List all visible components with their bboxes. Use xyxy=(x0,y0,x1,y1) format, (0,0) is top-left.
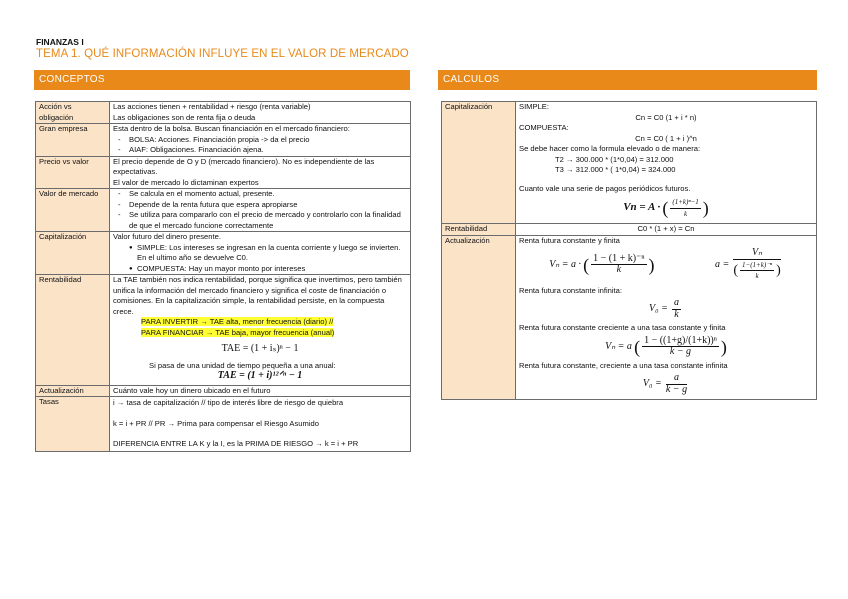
table-row xyxy=(36,385,411,397)
conceptos-table xyxy=(35,101,411,452)
text-line: Cuanto vale una serie de pagos periódicos futuros. xyxy=(519,183,691,193)
highlight-invertir: PARA INVERTIR → TAE alta, menor frecuencia (diario) // xyxy=(141,317,334,326)
formula-renta-finita: Vₙ = a · ( $\frac{\text{1 − (1 + k)⁻ⁿ}}{k}$ ) a = Vₙ ( $\frac{\text{1−(1+k)⁻ⁿ}}{k}$ ) xyxy=(549,247,781,280)
term-cell: Precio vs valor xyxy=(36,156,110,189)
text-line: El valor de mercado lo dictaminan expertos xyxy=(113,177,259,187)
conceptos-header: CONCEPTOS xyxy=(34,70,410,90)
text-line: La TAE también nos indica rentabilidad, porque significa que invertimos, pero también unifica la información del mercado financiero y significa el coste de financiación o comisiones. En la capitalización simple, la rentabilidad persiste, en la compuesta crece. xyxy=(113,275,402,316)
table-row xyxy=(36,189,411,232)
definition-cell: C0 * (1 + x) = Cn xyxy=(516,224,817,236)
definition-cell xyxy=(110,232,411,275)
term-cell: Acción vs obligación xyxy=(36,102,110,124)
list-item: - BOLSA: Acciones. Financiación propia -> da el precio xyxy=(113,135,407,146)
table-row xyxy=(442,102,817,224)
list-item: - Se utiliza para compararlo con el precio de mercado y controlarlo con la finalidad de que el mercado funcione correctamente xyxy=(113,210,407,231)
text-line: Renta futura constante, creciente a una tasa constante infinita xyxy=(519,360,728,370)
definition-cell xyxy=(110,275,411,386)
table-row xyxy=(36,232,411,275)
term-cell: Actualización xyxy=(442,235,516,400)
term-cell: Capitalización xyxy=(442,102,516,224)
text-line: DIFERENCIA ENTRE LA K y la I, es la PRIMA DE RIESGO → k = i + PR xyxy=(113,439,359,448)
table-row xyxy=(442,224,817,236)
formula-creciente-finita: Vₙ = a ( $\frac{\text{1 − ((1+g)/(1+k))ⁿ}}{k - g}$ ) xyxy=(605,334,727,357)
term-cell: Rentabilidad xyxy=(36,275,110,386)
term-cell: Rentabilidad xyxy=(442,224,516,236)
table-row xyxy=(36,124,411,157)
table-row xyxy=(36,156,411,189)
text-line: Las obligaciones son de renta fija o deuda xyxy=(113,112,256,122)
text-line: Renta futura constante y finita xyxy=(519,235,620,245)
text-line: k = i + PR // PR → Prima para compensar el Riesgo Asumido xyxy=(113,418,319,428)
highlight-financiar: PARA FINANCIAR → TAE baja, mayor frecuencia (anual) xyxy=(141,327,335,337)
term-cell: Valor de mercado xyxy=(36,189,110,232)
definition-cell xyxy=(516,102,817,224)
list-item: ● SIMPLE: Los intereses se ingresan en la cuenta corriente y luego se invierten. En el ultimo año se devuelve C0. xyxy=(113,243,407,264)
topic-title: TEMA 1. QUÉ INFORMACIÓN INFLUYE EN EL VALOR DE MERCADO xyxy=(36,48,409,60)
list-item: - Depende de la renta futura que espera apropiarse xyxy=(113,200,407,211)
calculos-header: CALCULOS xyxy=(438,70,817,90)
definition-cell xyxy=(110,397,411,452)
text-line: T2 → 300.000 * (1*0,04) = 312.000 xyxy=(555,154,674,164)
text-line: Renta futura constante creciente a una tasa constante y finita xyxy=(519,323,726,332)
formula-simple: Cn = C0 (1 + i * n) xyxy=(635,112,697,122)
calculos-table xyxy=(441,101,817,400)
list-item: - AIAF: Obligaciones. Financiación ajena. xyxy=(113,145,407,156)
tae-formula: TAE = (1 + iₛ)ⁿ − 1 xyxy=(221,343,299,354)
text-line: Se debe hacer como la formula elevado o de manera: xyxy=(519,144,701,153)
text-line: Si pasa de una unidad de tiempo pequeña a una anual: xyxy=(149,360,336,370)
formula-creciente-infinita: V₀ = $\frac{a}{k - g}$ xyxy=(642,372,688,395)
definition-cell xyxy=(110,102,411,124)
definition-cell xyxy=(110,189,411,232)
table-row xyxy=(36,397,411,452)
definition-cell: Cuánto vale hoy un dinero ubicado en el futuro xyxy=(110,385,411,397)
text-line: T3 → 312.000 * ( 1*0,04) = 324.000 xyxy=(555,165,676,174)
term-cell: Gran empresa xyxy=(36,124,110,157)
term-cell: Capitalización xyxy=(36,232,110,275)
text-line: COMPUESTA: xyxy=(519,123,569,132)
text-line: Las acciones tienen + rentabilidad + riesgo (renta variable) xyxy=(113,102,311,111)
definition-cell xyxy=(110,156,411,189)
definition-cell xyxy=(110,124,411,157)
formula-compuesta: Cn = C0 ( 1 + i )^n xyxy=(635,133,697,143)
text-line: i → tasa de capitalización // tipo de interés libre de riesgo de quiebra xyxy=(113,398,344,407)
formula-serie: Vn = A · ( $\frac{\text{(1+k)ⁿ−1}}{k}$ ) xyxy=(623,197,709,218)
list-item: ● COMPUESTA: Hay un mayor monto por intereses xyxy=(113,264,407,275)
definition-cell xyxy=(516,235,817,400)
text-line: Valor futuro del dinero presente. xyxy=(113,232,221,241)
table-row xyxy=(36,102,411,124)
course-name: FINANZAS I xyxy=(36,37,84,47)
text-line: Renta futura constante infinita: xyxy=(519,285,623,295)
table-row xyxy=(442,235,817,400)
text-line: El precio depende de O y D (mercado financiero). No es independiente de las expectativas. xyxy=(113,156,375,176)
text-line: SIMPLE: xyxy=(519,102,549,111)
list-item: - Se calcula en el momento actual, presente. xyxy=(113,189,407,200)
tae-formula-annual: TAE = (1 + i)¹²ᐟⁿ − 1 xyxy=(217,370,303,381)
term-cell: Tasas xyxy=(36,397,110,452)
text-line: Esta dentro de la bolsa. Buscan financiación en el mercado financiero: xyxy=(113,124,350,133)
table-row xyxy=(36,275,411,386)
term-cell: Actualización xyxy=(36,385,110,397)
formula-renta-infinita: V₀ = $\frac{a}{k}$ xyxy=(649,297,679,320)
